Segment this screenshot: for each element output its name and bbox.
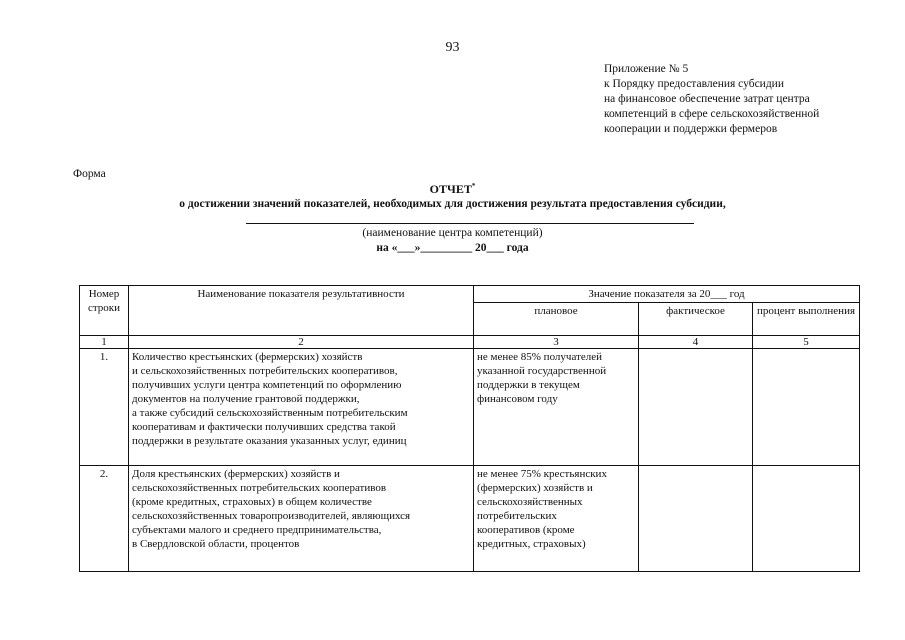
header-row-number: Номер строки	[80, 286, 129, 336]
header-planned: плановое	[474, 303, 639, 336]
header-value-group: Значение показателя за 20___ год	[474, 286, 860, 303]
appendix-line: Приложение № 5	[604, 63, 689, 75]
percent-value	[753, 466, 860, 572]
header-indicator-name: Наименование показателя результативности	[129, 286, 474, 336]
row-number: 1.	[80, 349, 129, 466]
planned-value: не менее 75% крестьянских (фермерских) хозяйств и сельскохозяйственных потребительских кооперативов (кроме кредитных, страховых)	[474, 466, 639, 572]
indicator-name: Количество крестьянских (фермерских) хозяйств и сельскохозяйственных потребительских кооперативов, получивших услуги центра компетенций по оформлению документов на получение грантовой поддержки, а также субсидий сельскохозяйственным потребительским кооперативам и фактически получивших средства такой поддержки в результате оказания указанных услуг, единиц	[129, 349, 474, 466]
appendix-line: кооперации и поддержки фермеров	[604, 123, 778, 135]
column-number: 2	[129, 336, 474, 349]
table-header-row	[80, 286, 860, 303]
report-subtitle: о достижении значений показателей, необходимых для достижения результата предоставления субсидии,	[179, 198, 726, 210]
column-number-row	[80, 336, 860, 349]
appendix-line: компетенций в сфере сельскохозяйственной	[604, 108, 820, 120]
header-percent: процент выполнения	[753, 303, 860, 336]
appendix-line: к Порядку предоставления субсидии	[604, 78, 784, 90]
page-number: 93	[445, 40, 460, 55]
column-number: 5	[753, 336, 860, 349]
table-row	[80, 349, 860, 466]
percent-value	[753, 349, 860, 466]
appendix-line: на финансовое обеспечение затрат центра	[604, 93, 810, 105]
actual-value	[639, 349, 753, 466]
header-actual: фактическое	[639, 303, 753, 336]
column-number: 1	[80, 336, 129, 349]
report-table	[79, 285, 860, 572]
report-title-text: ОТЧЕТ	[429, 182, 472, 196]
indicator-name: Доля крестьянских (фермерских) хозяйств и сельскохозяйственных потребительских кооперативов (кроме кредитных, страховых) в общем количестве сельскохозяйственных товаропроизводителей, являющихся субъектами малого и среднего предпринимательства, в Свердловской области, процентов	[129, 466, 474, 572]
planned-value: не менее 85% получателей указанной государственной поддержки в текущем финансовом году	[474, 349, 639, 466]
row-number: 2.	[80, 466, 129, 572]
center-name-underline	[246, 223, 694, 224]
report-date-line: на «___»_________ 20___ года	[376, 242, 529, 254]
form-label: Форма	[73, 168, 106, 180]
center-name-caption: (наименование центра компетенций)	[362, 227, 543, 239]
column-number: 3	[474, 336, 639, 349]
report-title	[0, 182, 905, 197]
appendix-note	[604, 62, 904, 137]
footnote-mark: *	[471, 182, 476, 190]
table-row	[80, 466, 860, 572]
actual-value	[639, 466, 753, 572]
column-number: 4	[639, 336, 753, 349]
